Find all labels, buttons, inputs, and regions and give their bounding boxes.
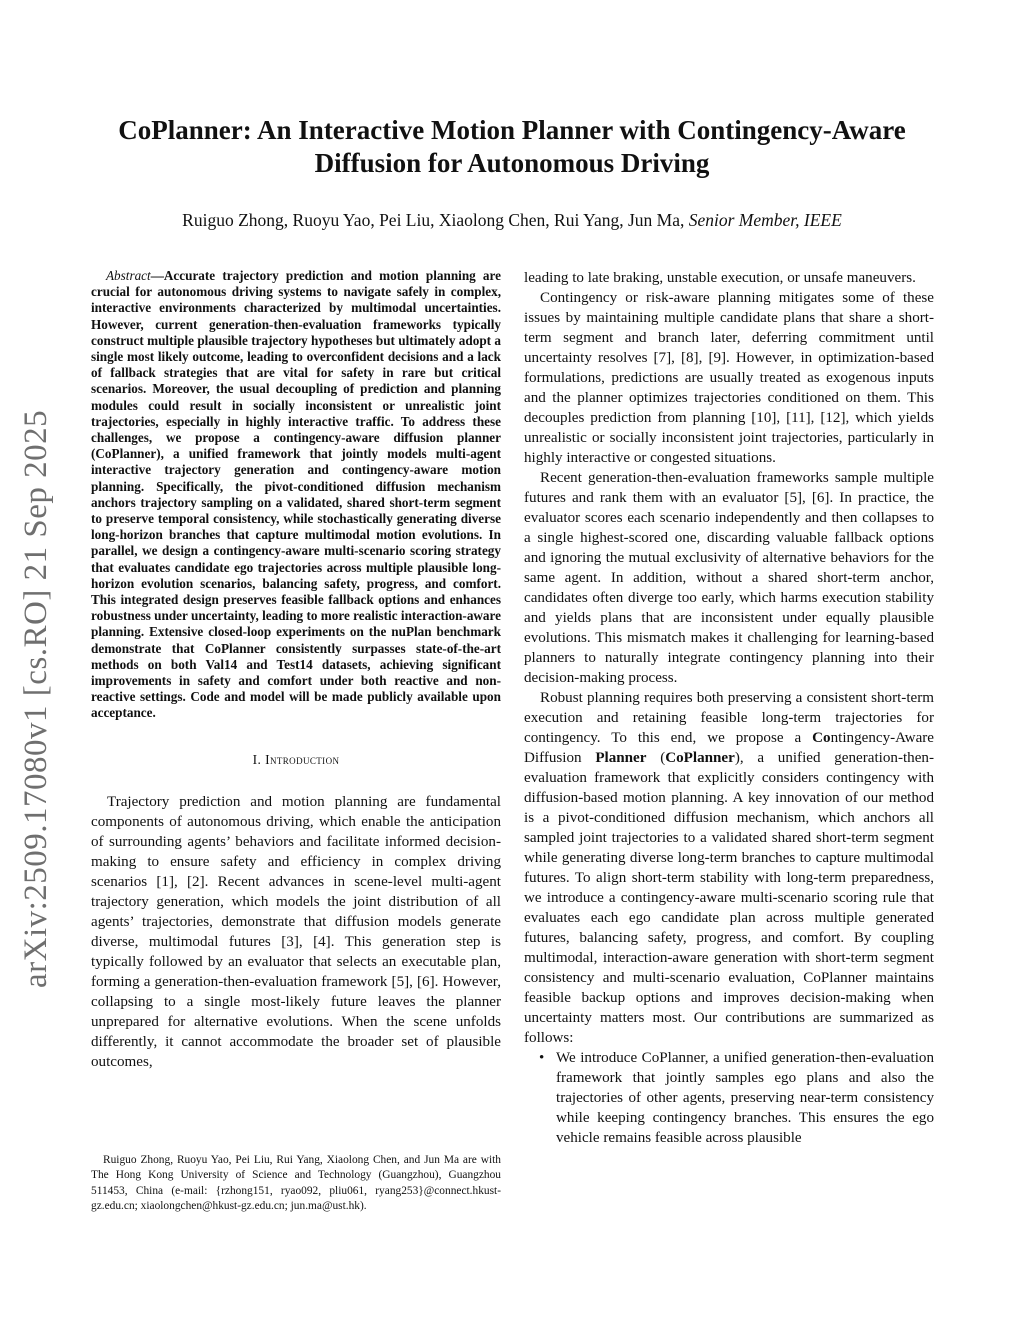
abstract bbox=[91, 268, 501, 722]
proposal-text-a: Robust planning requires both preserving a consistent short-term execution and retaining feasible long-term trajectories for contingency. To this end, we propose a bbox=[524, 690, 934, 746]
abstract-label: Abstract bbox=[106, 268, 151, 283]
author-names: Ruiguo Zhong, Ruoyu Yao, Pei Liu, Xiaolong Chen, Rui Yang, Jun Ma, bbox=[182, 210, 689, 230]
section-number: I. bbox=[252, 751, 266, 767]
title-line-2: Diffusion for Autonomous Driving bbox=[314, 148, 710, 178]
section-heading bbox=[91, 752, 501, 768]
abstract-dash: — bbox=[150, 268, 164, 283]
author-membership: Senior Member, IEEE bbox=[688, 210, 842, 230]
proposal-text-b: ntingency-Aware Diffusion bbox=[524, 730, 934, 766]
left-column bbox=[91, 268, 501, 1072]
intro-paragraph-generation: Recent generation-then-evaluation frameworks sample multiple futures and rank them with an evaluator [5], [6]. In practice, the evaluator scores each scenario independently and then collapses to a single highest-scored one, discarding valuable fallback options and ignoring the mutual exclusivity of alternative behaviors for the same agent. In addition, without a shared short-term anchor, candidates often diverge too early, which harms execution stability and yields plans that are inconsistent under equally plausible evolutions. This mismatch makes it challenging for learning-based planners to naturally integrate contingency planning into their decision-making process. bbox=[524, 470, 934, 686]
arxiv-stamp: arXiv:2509.17080v1 [cs.RO] 21 Sep 2025 bbox=[18, 409, 54, 988]
right-column bbox=[524, 268, 934, 1148]
intro-paragraph-contingency: Contingency or risk-aware planning mitigates some of these issues by maintaining multiple candidate plans that share a short-term segment and branch later, deferring commitment until uncertainty resolves [7], [8], [9]. However, in optimization-based formulations, predictions are usually treated as exogenous inputs and the planner optimizes trajectories conditioned on them. This decouples prediction from planning [10], [11], [12], which yields unrealistic or socially inconsistent joint trajectories, particularly in highly interactive or congested situations. bbox=[524, 290, 934, 466]
proposal-text-c: ( bbox=[646, 750, 666, 766]
paper-title bbox=[80, 114, 944, 180]
author-footnote: Ruiguo Zhong, Ruoyu Yao, Pei Liu, Rui Yang, Xiaolong Chen, and Jun Ma are with The Hong Kong University of Science and Technology (Guangzhou), Guangzhou 511453, China (e-mail: {rzhong151, ryao092, pliu061, ryang253}@connect.hkust-gz.edu.cn; xiaolongchen@hkust-gz.edu.cn; jun.ma@ust.hk). bbox=[91, 1154, 501, 1213]
contribution-list bbox=[524, 1048, 934, 1148]
proposal-acronym-planner: Planner bbox=[595, 750, 647, 766]
abstract-text: Accurate trajectory prediction and motion planning are crucial for autonomous driving systems to navigate safely in complex, interactive environments characterized by multimodal uncertainties. However, current generation-then-evaluation frameworks typically construct multiple plausible trajectory hypotheses but ultimately adopt a single most likely outcome, leading to overconfident decisions and a lack of fallback strategies that are vital for safety in rare but critical scenarios. Moreover, the usual decoupling of prediction and planning modules could result in socially inconsistent or unrealistic joint trajectories, especially in highly interactive traffic. To address these challenges, we propose a contingency-aware diffusion planner (CoPlanner), a unified framework that jointly models multi-agent interactive trajectory generation and contingency-aware motion planning. Specifically, the pivot-conditioned diffusion mechanism anchors trajectory sampling on a validated, shared short-term segment to preserve temporal consistency, while stochastically generating diverse long-horizon branches that capture multimodal motion evolutions. In parallel, we design a contingency-aware multi-scenario scoring strategy that evaluates candidate ego trajectories across multiple plausible long-horizon evolution scenarios, balancing safety, progress, and comfort. This integrated design preserves feasible fallback options and enhances robustness under uncertainty, leading to more realistic interaction-aware planning. Extensive closed-loop experiments on the nuPlan benchmark demonstrate that CoPlanner consistently surpasses state-of-the-art methods on both Val14 and Test14 datasets, achieving significant improvements in safety and comfort under both reactive and non-reactive settings. Code and model will be made publicly available upon acceptance. bbox=[91, 268, 501, 721]
title-line-1: CoPlanner: An Interactive Motion Planner with Contingency-Aware bbox=[118, 115, 906, 145]
proposal-text-d: ), a unified generation-then-evaluation framework that explicitly considers contingency with diffusion-based motion planning. A key innovation of our method is a pivot-conditioned diffusion mechanism, which anchors all sampled joint trajectories to a validated shared short-term segment while generating diverse long-term branches to capture multimodal futures. To align short-term stability with long-term preparedness, we introduce a contingency-aware multi-scenario scoring rule that evaluates each ego candidate plan across multiple generated futures, balancing safety, progress, and comfort. By coupling multimodal, interaction-aware generation with short-term segment consistency and multi-scenario evaluation, CoPlanner maintains feasible backup options and improves decision-making when uncertainty matters most. Our contributions are summarized as follows: bbox=[524, 750, 934, 1046]
proposal-acronym-co: Co bbox=[812, 730, 831, 746]
intro-paragraph-1: Trajectory prediction and motion planning are fundamental components of autonomous driving, which enable the anticipation of surrounding agents’ behaviors and facilitate informed decision-making to ensure safety and efficiency in complex driving scenarios [1], [2]. Recent advances in scene-level multi-agent trajectory generation, which models the joint distribution of all agents’ trajectories, demonstrate that diffusion models generate diverse, multimodal futures [3], [4]. This generation step is typically followed by an evaluator that selects an executable plan, forming a generation-then-evaluation framework [5], [6]. However, collapsing to a single most-likely future leaves the planner unprepared for alternative evolutions. When the scene unfolds differently, it cannot accommodate the broader set of plausible outcomes, bbox=[91, 793, 501, 1070]
author-list bbox=[60, 210, 964, 231]
contribution-item: • We introduce CoPlanner, a unified generation-then-evaluation framework that jointly samples ego plans and also the trajectories of other agents, preserving near-term consistency while keeping contingency branches. This ensures the ego vehicle remains feasible across plausible bbox=[556, 1048, 934, 1148]
proposal-method-name: CoPlanner bbox=[665, 750, 735, 766]
section-title: Introduction bbox=[265, 751, 340, 767]
intro-paragraph-continued: leading to late braking, unstable execution, or unsafe maneuvers. bbox=[524, 270, 916, 286]
intro-paragraph-proposal bbox=[524, 688, 934, 1048]
